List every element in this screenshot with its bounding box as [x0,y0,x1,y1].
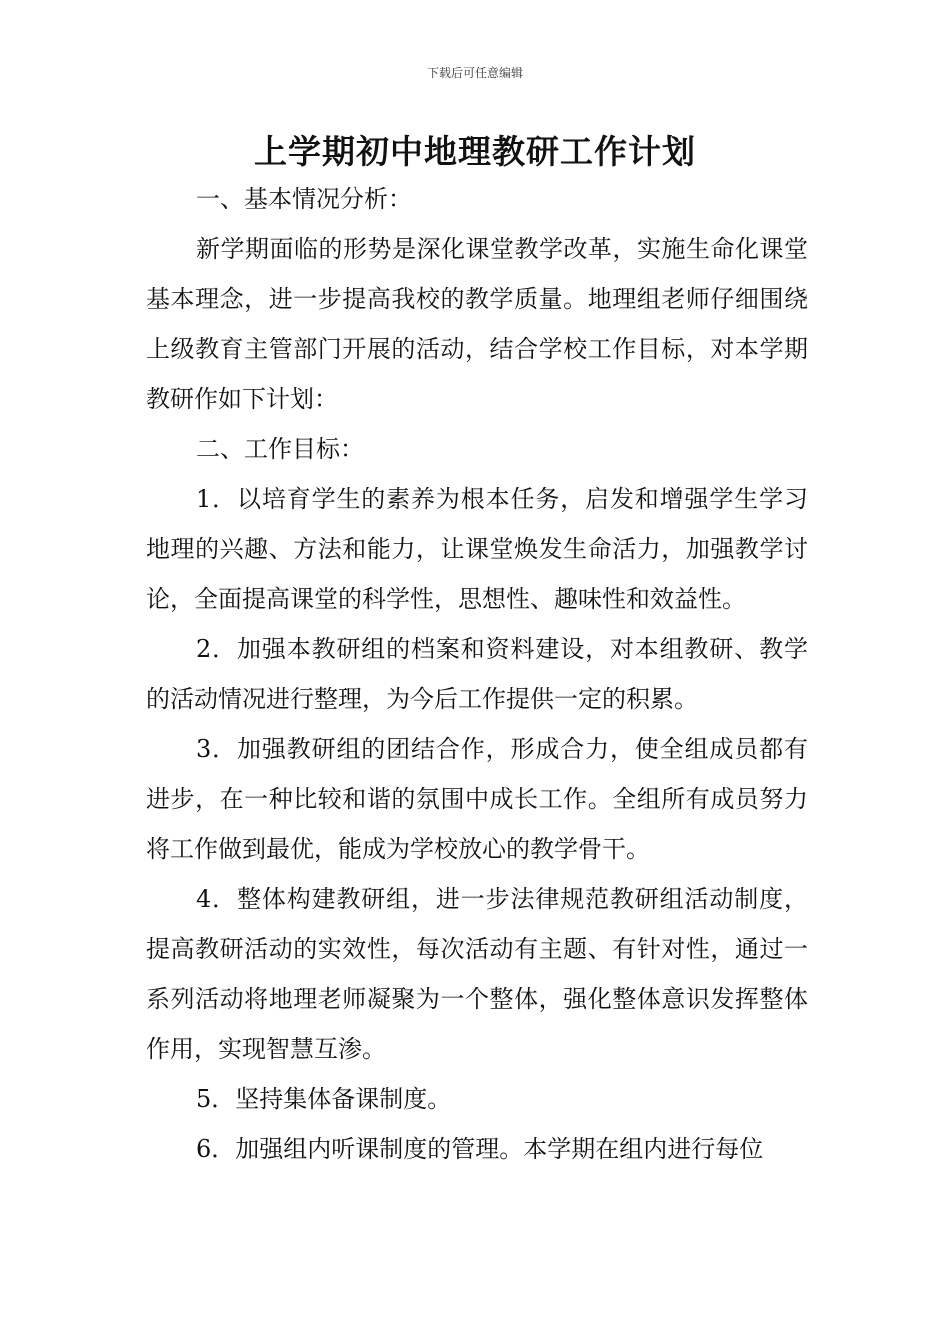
paragraph-goal-6: 6．加强组内听课制度的管理。本学期在组内进行每位 [196,1135,764,1163]
document-body [146,174,808,1174]
page-header-note: 下载后可任意编辑 [426,66,523,80]
paragraph-goal-3: 3．加强教研组的团结合作，形成合力，使全组成员都有进步，在一种比较和谐的氛围中成长工作。全组所有成员努力将工作做到最优，能成为学校放心的教学骨干。 [146,735,808,863]
paragraph-goal-2: 2．加强本教研组的档案和资料建设，对本组教研、教学的活动情况进行整理，为今后工作提供一定的积累。 [146,635,808,713]
paragraph-goal-5: 5．坚持集体备课制度。 [196,1085,452,1113]
paragraph-intro: 新学期面临的形势是深化课堂教学改革，实施生命化课堂基本理念，进一步提高我校的教学质量。地理组老师仔细围绕上级教育主管部门开展的活动，结合学校工作目标，对本学期教研作如下计划： [146,235,808,413]
paragraph-goal-4: 4．整体构建教研组，进一步法律规范教研组活动制度，提高教研活动的实效性，每次活动有主题、有针对性，通过一系列活动将地理老师凝聚为一个整体，强化整体意识发挥整体作用，实现智慧互渗。 [146,885,808,1063]
paragraph-goal-1: 1．以培育学生的素养为根本任务，启发和增强学生学习地理的兴趣、方法和能力，让课堂焕发生命活力，加强教学讨论，全面提高课堂的科学性，思想性、趣味性和效益性。 [146,485,808,613]
document-title: 上学期初中地理教研工作计划 [254,132,696,171]
section-heading-work-goals: 二、工作目标： [196,435,364,463]
section-heading-basic-analysis: 一、基本情况分析： [196,185,412,213]
